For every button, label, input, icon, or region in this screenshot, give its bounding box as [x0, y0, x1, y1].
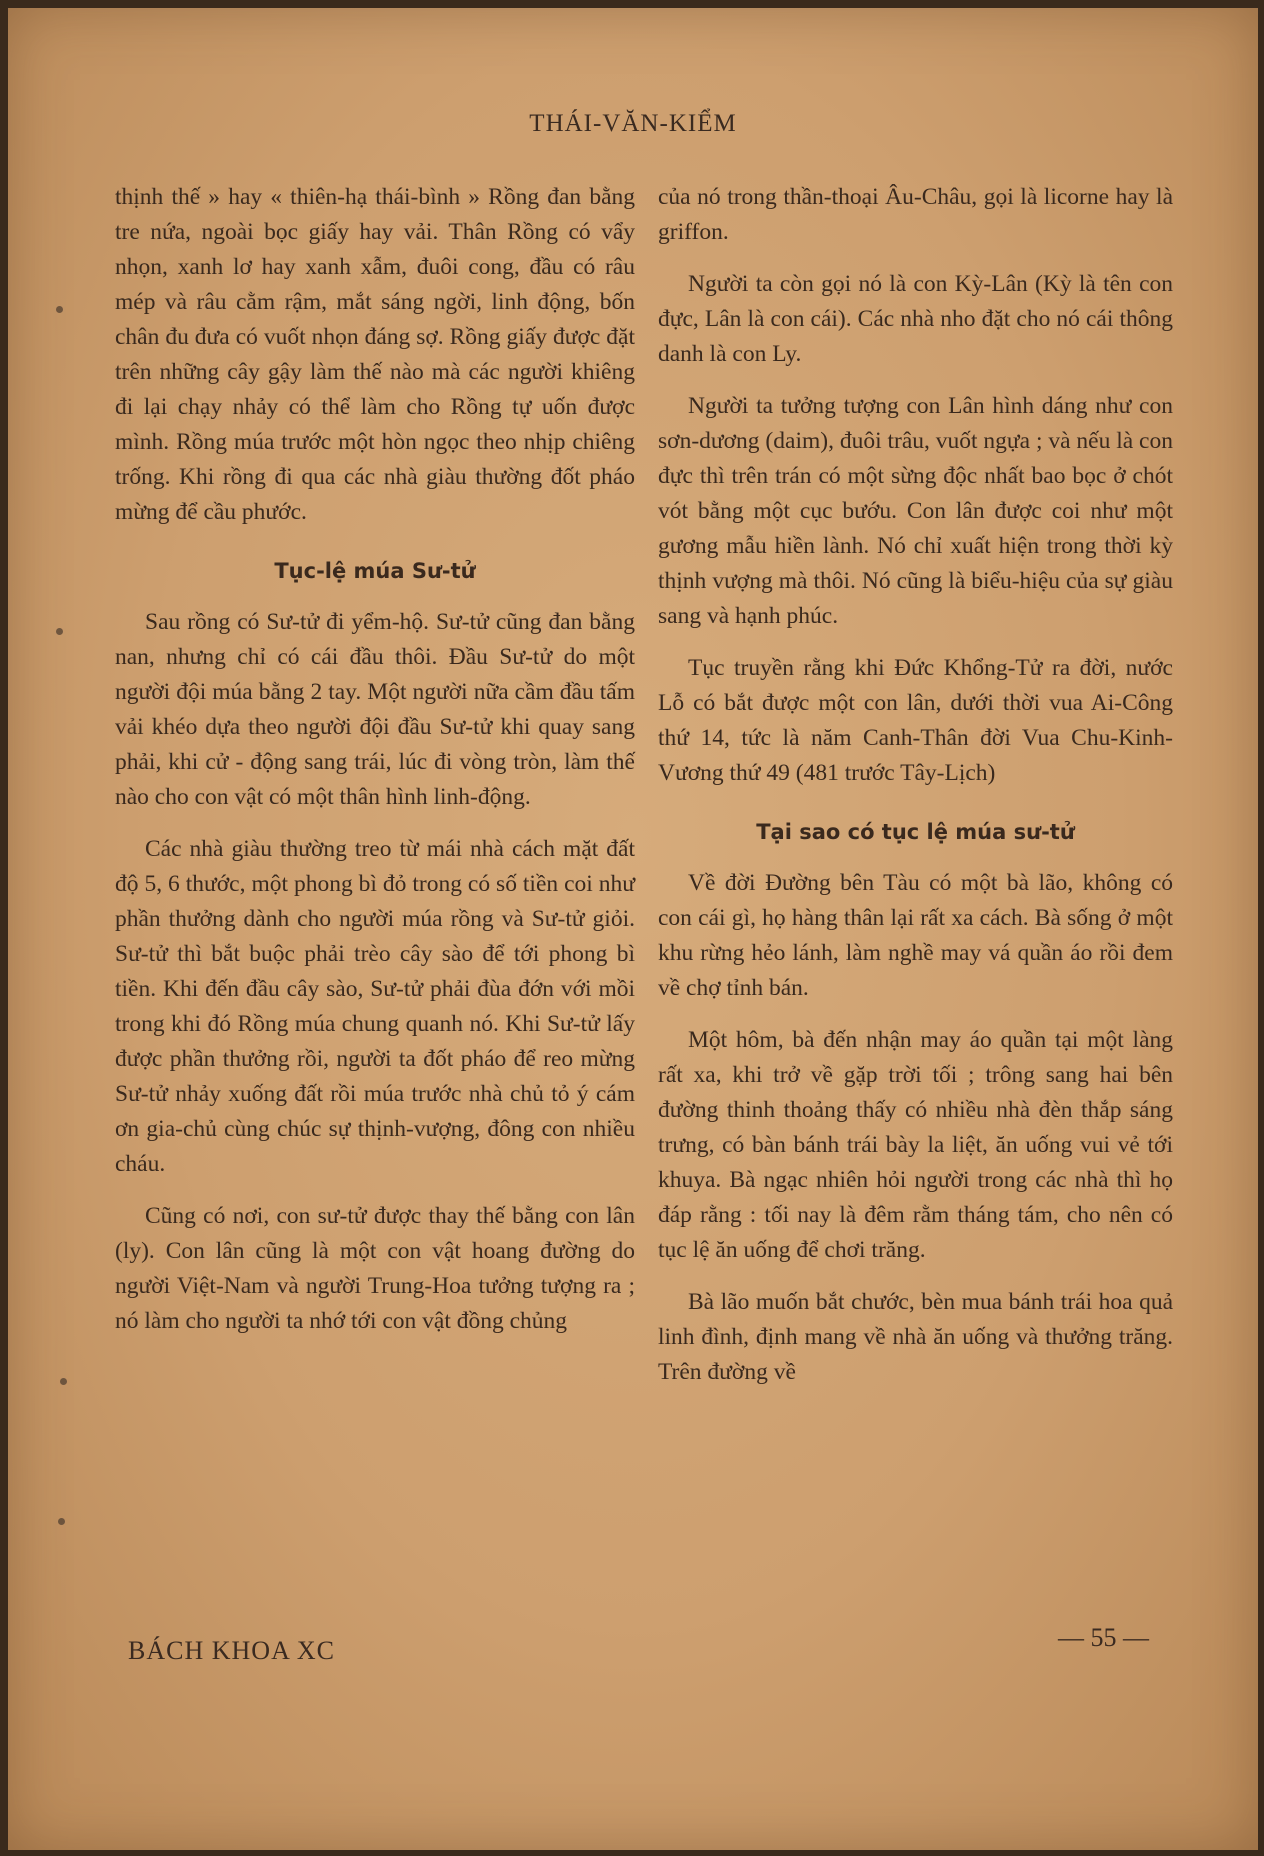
section-heading-why-lion-dance: Tại sao có tục lệ múa sư-tử [756, 820, 1075, 844]
binding-hole-mark [56, 306, 63, 313]
binding-hole-mark [60, 1378, 67, 1385]
magazine-name: BÁCH KHOA XC [128, 1636, 336, 1665]
binding-hole-mark [56, 628, 63, 635]
left-paragraph-1: thịnh thế » hay « thiên-hạ thái-bình » Rồng đan bằng tre nứa, ngoài bọc giấy hay vải. Thân Rồng có vẩy nhọn, xanh lơ hay xanh xẫm, đuôi cong, đầu có râu mép và râu cằm rậm, mắt sáng ngời, linh động, bốn chân đu đưa có vuốt nhọn đáng sợ. Rồng giấy được đặt trên những cây gậy làm thế nào mà các người khiêng đi lại chạy nhảy có thể làm cho Rồng tự uốn được mình. Rồng múa trước một hòn ngọc theo nhịp chiêng trống. Khi rồng đi qua các nhà giàu thường đốt pháo mừng để cầu phước. [115, 184, 635, 525]
right-column [658, 180, 1173, 1407]
right-paragraph-4: Tục truyền rằng khi Đức Khổng-Tử ra đời, nước Lỗ có bắt được một con lân, dưới thời vua Ai-Công thứ 14, tức là năm Canh-Thân đời Vua Chu-Kinh-Vương thứ 49 (481 trước Tây-Lịch) [658, 655, 1173, 786]
left-paragraph-4: Cũng có nơi, con sư-tử được thay thế bằng con lân (ly). Con lân cũng là một con vật hoang đường do người Việt-Nam và người Trung-Hoa tưởng tượng ra ; nó làm cho người ta nhớ tới con vật đồng chủng [115, 1203, 635, 1334]
right-paragraph-6: Một hôm, bà đến nhận may áo quần tại một làng rất xa, khi trở về gặp trời tối ; trông sang hai bên đường thinh thoảng thấy có nhiều nhà đèn thắp sáng trưng, có bàn bánh trái bày la liệt, ăn uống vui vẻ tới khuya. Bà ngạc nhiên hỏi người trong các nhà thì họ đáp rằng : tối nay là đêm rằm tháng tám, cho nên có tục lệ ăn uống để chơi trăng. [658, 1027, 1173, 1263]
binding-hole-mark [58, 1518, 65, 1525]
page-header-author: THÁI-VĂN-KIỂM [529, 110, 737, 137]
left-paragraph-3: Các nhà giàu thường treo từ mái nhà cách mặt đất độ 5, 6 thước, một phong bì đỏ trong có số tiền coi như phần thưởng dành cho người múa rồng và Sư-tử giỏi. Sư-tử thì bắt buộc phải trèo cây sào để tới phong bì tiền. Khi đến đầu cây sào, Sư-tử phải đùa đớn với mồi trong khi đó Rồng múa chung quanh nó. Khi Sư-tử lấy được phần thưởng rồi, người ta đốt pháo để reo mừng Sư-tử nhảy xuống đất rồi múa trước nhà chủ tỏ ý cám ơn gia-chủ cùng chúc sự thịnh-vượng, đông con nhiều cháu. [115, 836, 635, 1177]
right-paragraph-2: Người ta còn gọi nó là con Kỳ-Lân (Kỳ là tên con đực, Lân là con cái). Các nhà nho đặt cho nó cái thông danh là con Ly. [658, 271, 1173, 367]
section-heading-lion-dance: Tục-lệ múa Sư-tử [274, 559, 476, 583]
right-paragraph-3: Người ta tưởng tượng con Lân hình dáng như con sơn-dương (daim), đuôi trâu, vuốt ngựa ; và nếu là con đực thì trên trán có một sừng độc nhất bao bọc ở chót vót bằng một cục bướu. Con lân được coi như một gương mẫu hiền lành. Nó chỉ xuất hiện trong thời kỳ thịnh vượng mà thôi. Nó cũng là biểu-hiệu của sự giàu sang và hạnh phúc. [658, 393, 1173, 629]
right-paragraph-1: của nó trong thần-thoại Âu-Châu, gọi là licorne hay là griffon. [658, 184, 1173, 245]
left-paragraph-2: Sau rồng có Sư-tử đi yểm-hộ. Sư-tử cũng đan bằng nan, nhưng chỉ có cái đầu thôi. Đầu Sư-tử do một người đội múa bằng 2 tay. Một người nữa cầm đầu tấm vải khéo dựa theo người đội đầu Sư-tử khi quay sang phải, khi cử - động sang trái, lúc đi vòng tròn, làm thế nào cho con vật có một thân hình linh-động. [115, 609, 635, 810]
right-paragraph-5: Về đời Đường bên Tàu có một bà lão, không có con cái gì, họ hàng thân lại rất xa cách. Bà sống ở một khu rừng hẻo lánh, làm nghề may vá quần áo rồi đem về chợ tỉnh bán. [658, 870, 1173, 1001]
right-paragraph-7: Bà lão muốn bắt chước, bèn mua bánh trái hoa quả linh đình, định mang về nhà ăn uống và thưởng trăng. Trên đường về [658, 1289, 1173, 1385]
left-column [115, 180, 635, 1356]
page-number: — 55 — [1058, 1623, 1149, 1652]
scanned-page [8, 8, 1258, 1850]
